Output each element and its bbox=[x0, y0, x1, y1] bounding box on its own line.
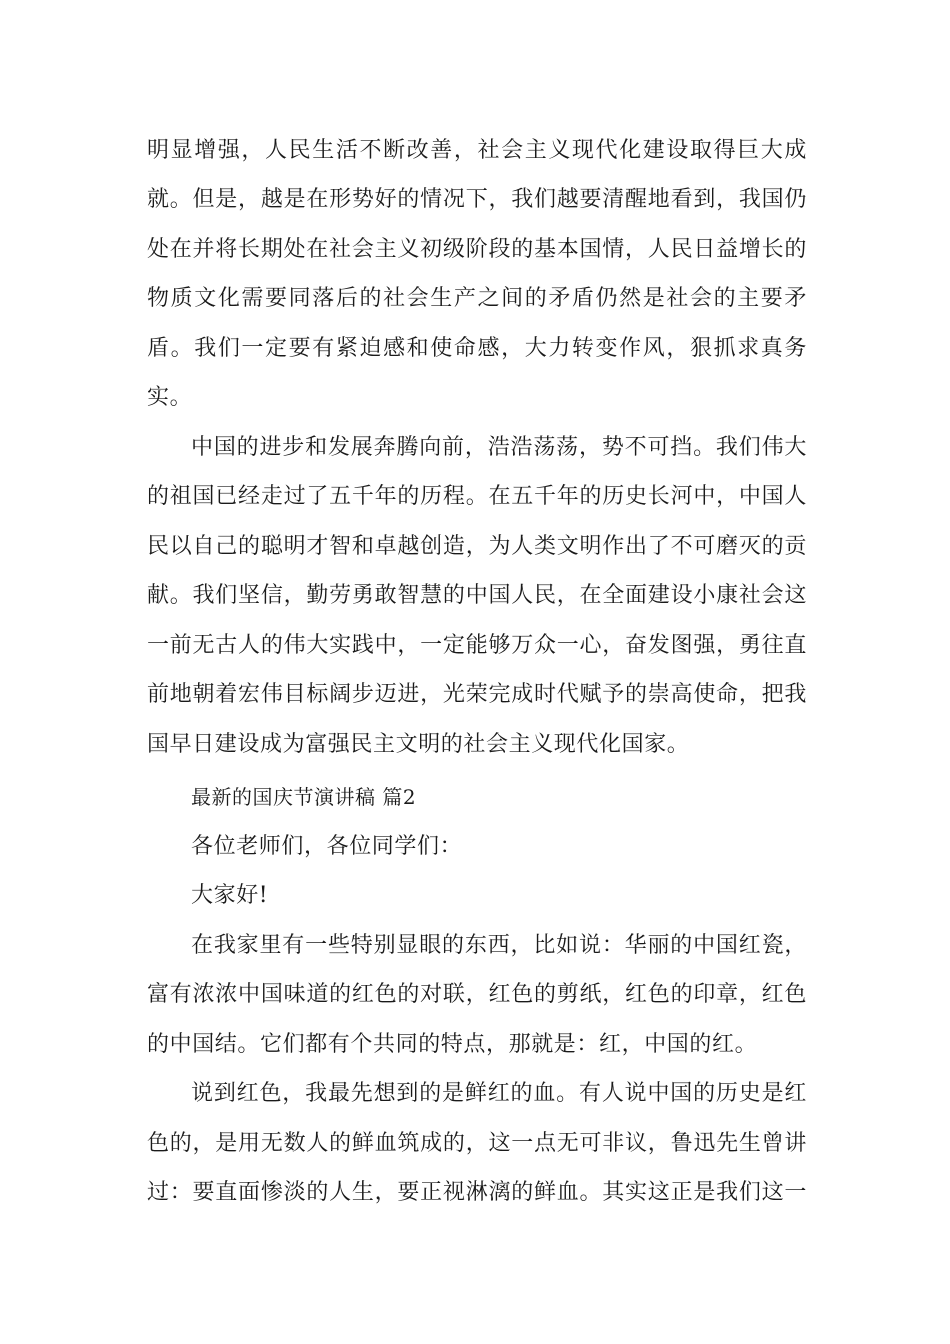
paragraph-1-line-6: 实。 bbox=[147, 385, 193, 410]
paragraph-4-line-1: 说到红色，我最先想到的是鲜红的血。有人说中国的历史是红 bbox=[191, 1081, 807, 1106]
greeting: 大家好! bbox=[191, 883, 269, 908]
paragraph-3-line-2: 富有浓浓中国味道的红色的对联，红色的剪纸，红色的印章，红色 bbox=[147, 982, 807, 1007]
paragraph-4-line-2: 色的，是用无数人的鲜血筑成的，这一点无可非议，鲁迅先生曾讲 bbox=[147, 1131, 807, 1156]
section-title: 最新的国庆节演讲稿 篇2 bbox=[191, 785, 417, 809]
paragraph-1-line-3: 处在并将长期处在社会主义初级阶段的基本国情，人民日益增长的 bbox=[147, 237, 807, 262]
paragraph-1-line-4: 物质文化需要同落后的社会生产之间的矛盾仍然是社会的主要矛 bbox=[147, 286, 807, 311]
paragraph-2-line-3: 民以自己的聪明才智和卓越创造，为人类文明作出了不可磨灭的贡 bbox=[147, 534, 807, 559]
paragraph-1-line-2: 就。但是，越是在形势好的情况下，我们越要清醒地看到，我国仍 bbox=[147, 187, 807, 212]
paragraph-3-line-1: 在我家里有一些特别显眼的东西，比如说：华丽的中国红瓷， bbox=[191, 933, 807, 958]
paragraph-2-line-6: 前地朝着宏伟目标阔步迈进，光荣完成时代赋予的崇高使命，把我 bbox=[147, 682, 807, 707]
paragraph-2-line-7: 国早日建设成为富强民主文明的社会主义现代化国家。 bbox=[147, 732, 690, 757]
paragraph-1-line-5: 盾。我们一定要有紧迫感和使命感，大力转变作风，狠抓求真务 bbox=[147, 336, 807, 361]
paragraph-2-line-5: 一前无古人的伟大实践中，一定能够万众一心，奋发图强，勇往直 bbox=[147, 633, 807, 658]
paragraph-3-line-3: 的中国结。它们都有个共同的特点，那就是：红，中国的红。 bbox=[147, 1032, 758, 1057]
paragraph-1-line-1: 明显增强，人民生活不断改善，社会主义现代化建设取得巨大成 bbox=[147, 138, 807, 163]
paragraph-2-line-4: 献。我们坚信，勤劳勇敢智慧的中国人民，在全面建设小康社会这 bbox=[147, 583, 807, 608]
paragraph-2-line-1: 中国的进步和发展奔腾向前，浩浩荡荡，势不可挡。我们伟大 bbox=[191, 435, 807, 460]
paragraph-2-line-2: 的祖国已经走过了五千年的历程。在五千年的历史长河中，中国人 bbox=[147, 484, 807, 509]
salutation: 各位老师们，各位同学们： bbox=[191, 834, 463, 859]
paragraph-4-line-3: 过：要直面惨淡的人生，要正视淋漓的鲜血。其实这正是我们这一 bbox=[147, 1180, 807, 1205]
